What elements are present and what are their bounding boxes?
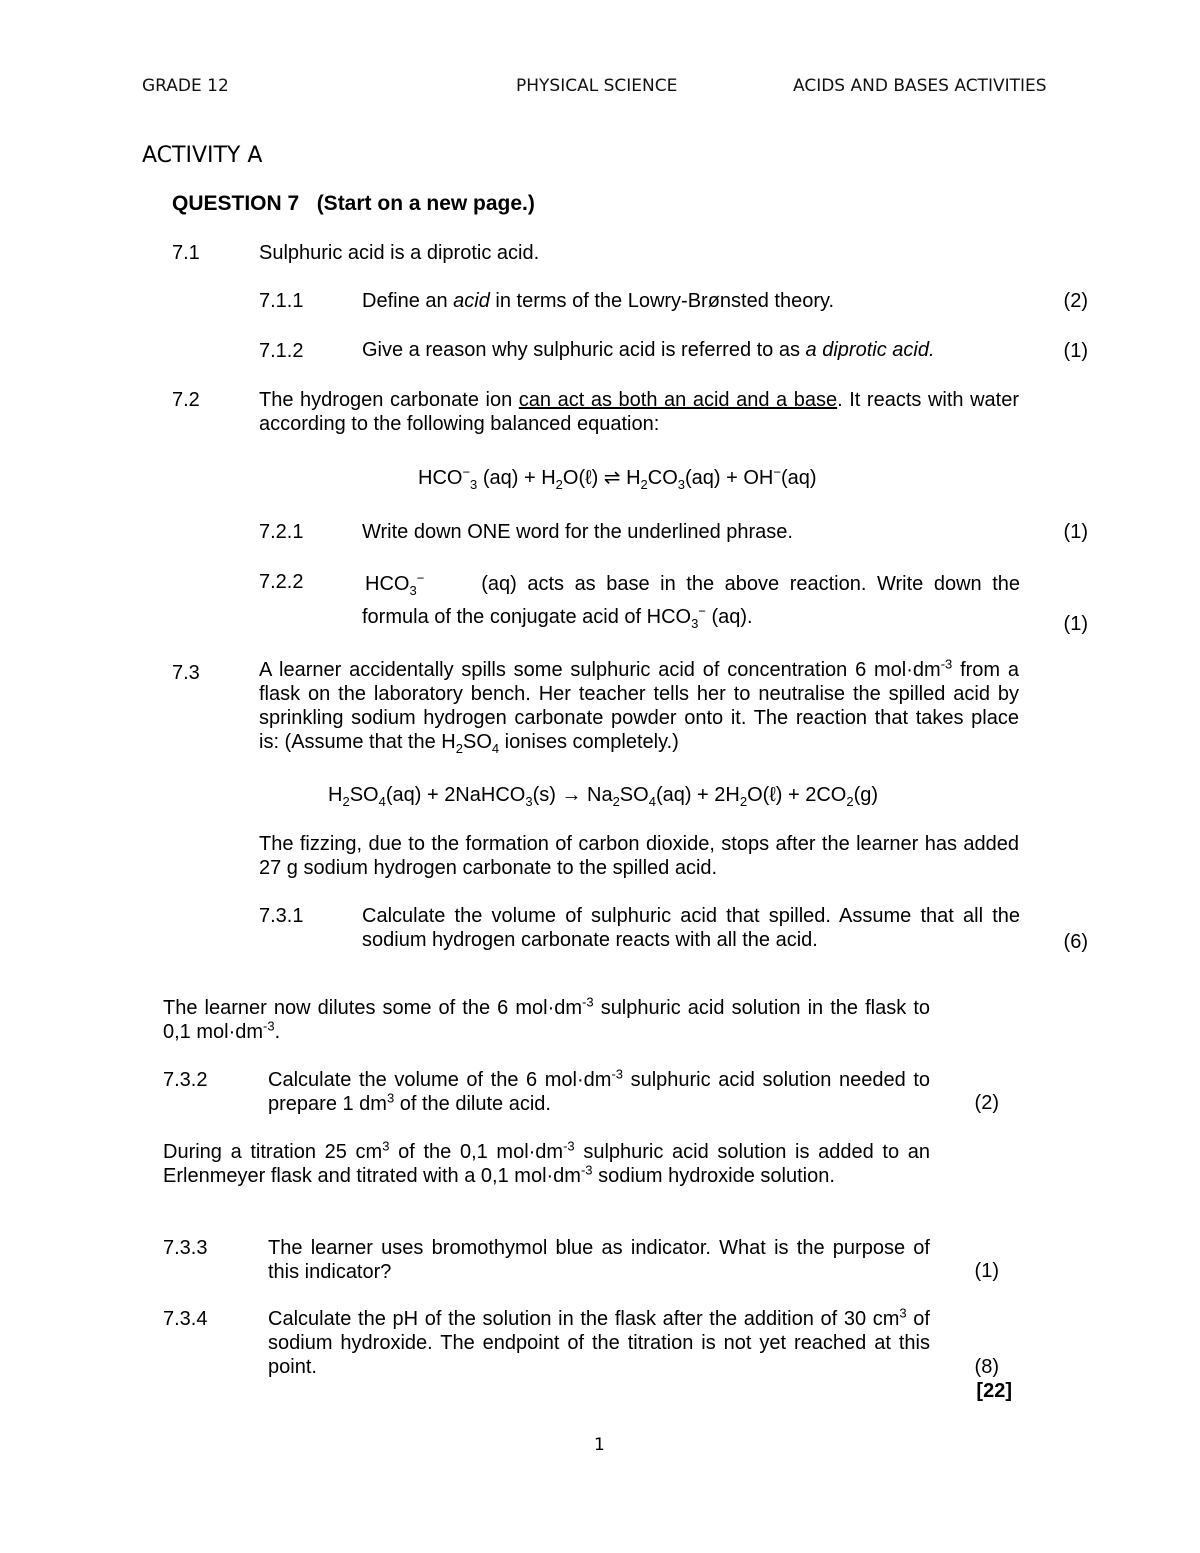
- q7-2-2-sub: 3: [409, 583, 417, 598]
- eq1-part: (aq): [780, 467, 817, 489]
- q7-3-2-sup: -3: [611, 1066, 623, 1082]
- eq1-part: HCO: [418, 467, 463, 489]
- eq2-part: (s) → Na: [532, 784, 613, 806]
- q7-1-1-text: [362, 289, 834, 313]
- q7-3-text3: SO: [462, 731, 492, 753]
- q7-1-1-marks: (2): [1063, 290, 1088, 312]
- q7-3-4-b: of sodium hydroxide. The endpoint of the titration is not yet reached at this point.: [268, 1308, 930, 1378]
- eq2-sub: 2: [846, 794, 854, 809]
- eq1-sub: 2: [555, 477, 563, 492]
- eq2-part: H: [328, 784, 343, 806]
- q7-3-4-number: 7.3.4: [163, 1308, 208, 1330]
- q7-2-2-charge: −: [416, 570, 425, 586]
- equation-1: [418, 465, 817, 490]
- q7-1-2-text: [362, 338, 935, 362]
- q7-2-1-text: Write down ONE word for the underlined phrase.: [362, 521, 793, 543]
- q7-3-4-marks: (8): [974, 1356, 999, 1378]
- header-grade: GRADE 12: [142, 76, 229, 96]
- q7-3-1-text: Calculate the volume of sulphuric acid that spilled. Assume that all the sodium hydrogen carbonate reacts with all the acid.: [362, 905, 1020, 951]
- q7-3-4-a: Calculate the pH of the solution in the flask after the addition of 30 cm: [268, 1308, 900, 1330]
- q7-2-2-b: (aq) acts as base in the above reaction. Write down the: [481, 573, 1020, 595]
- q7-3-2-a: Calculate the volume of the 6 mol·dm: [268, 1069, 612, 1091]
- q7-3-1-number: 7.3.1: [259, 905, 304, 927]
- titration-paragraph: [163, 1140, 930, 1188]
- q7-3-2-sup: 3: [386, 1090, 395, 1106]
- q7-1-1-number: 7.1.1: [259, 290, 304, 312]
- q7-2-underlined-phrase: can act as both an acid and a base: [518, 389, 838, 411]
- eq2-sub: 3: [525, 794, 533, 809]
- q7-2-2-a: $HCO_3^-$: [365, 570, 425, 598]
- titration-c: sulphuric acid solution is added to an Erlenmeyer flask and titrated with a 0,1 mol·dm: [163, 1141, 930, 1187]
- q7-1-1-em: acid: [453, 290, 490, 312]
- q7-3-text4: ionises completely.): [499, 731, 679, 753]
- eq1-charge: −: [773, 464, 781, 480]
- q7-2-2-sub: 3: [691, 616, 699, 631]
- header-topic: ACIDS AND BASES ACTIVITIES: [793, 76, 1047, 96]
- q7-3-sup: -3: [940, 656, 953, 672]
- eq2-part: (aq) + 2NaHCO: [385, 784, 526, 806]
- q7-3-3-text: The learner uses bromothymol blue as indicator. What is the purpose of this indicator?: [268, 1237, 930, 1283]
- question-total: [22]: [976, 1380, 1012, 1402]
- q7-2-2-line1: [365, 572, 1020, 596]
- page-number: 1: [594, 1435, 605, 1455]
- q7-3-text1: A learner accidentally spills some sulphuric acid of concentration 6 mol·dm: [259, 659, 941, 681]
- q7-3-3-marks: (1): [974, 1260, 999, 1282]
- q7-1-1-post: in terms of the Lowry-Brønsted theory.: [489, 290, 835, 312]
- dilute-sup: -3: [263, 1018, 275, 1034]
- eq1-part: (aq) + OH: [685, 467, 774, 489]
- q7-3-4-sup: 3: [899, 1305, 907, 1321]
- q7-3-2-number: 7.3.2: [163, 1069, 208, 1091]
- q7-2-2-d: (aq).: [711, 606, 753, 628]
- eq2-sub: 2: [612, 794, 620, 809]
- eq2-sub: 2: [739, 794, 748, 809]
- titration-d: sodium hydroxide solution.: [592, 1165, 835, 1187]
- q7-2-2-marks: (1): [1063, 613, 1088, 635]
- eq2-sub: 2: [342, 794, 350, 809]
- q7-2-2-number: 7.2.2: [259, 571, 304, 593]
- eq1-part: O(ℓ) ⇌ H: [562, 467, 641, 489]
- q7-3-sub: 2: [455, 741, 463, 756]
- eq2-part: SO: [349, 784, 379, 806]
- eq2-part: O(ℓ) + 2CO: [747, 784, 847, 806]
- q7-1-number: 7.1: [172, 242, 200, 264]
- q7-3-4-text: [268, 1307, 930, 1379]
- q7-2-pre: The hydrogen carbonate ion: [259, 389, 519, 411]
- q7-2-1-marks: (1): [1063, 521, 1088, 543]
- q7-1-text: Sulphuric acid is a diprotic acid.: [259, 242, 540, 264]
- q7-1-2-pre: Give a reason why sulphuric acid is referred to as: [362, 339, 806, 361]
- eq2-sub: 4: [648, 794, 656, 809]
- titration-sup: -3: [580, 1162, 593, 1178]
- q7-3-2-marks: (2): [974, 1092, 999, 1114]
- eq1-sub: 2: [640, 477, 648, 492]
- activity-title: ACTIVITY A: [142, 143, 263, 168]
- eq2-part: (aq) + 2H: [655, 784, 740, 806]
- q7-1-2-marks: (1): [1063, 340, 1088, 362]
- q7-2-2-line2: [362, 605, 753, 629]
- q7-3-text2: from a flask on the laboratory bench. Her teacher tells her to neutralise the spilled acid by sprinkling sodium hydrogen carbonate powder onto it. The reaction that takes place is: (Assume that the H: [259, 659, 1019, 753]
- eq1-sub: 3: [677, 477, 686, 492]
- q7-2-1-number: 7.2.1: [259, 521, 304, 543]
- eq2-part: (g): [853, 784, 879, 806]
- eq1-charge: −: [462, 464, 471, 480]
- titration-sup: -3: [563, 1138, 575, 1154]
- titration-b: of the 0,1 mol·dm: [389, 1141, 564, 1163]
- dilute-sup: -3: [582, 994, 594, 1010]
- question-title: QUESTION 7 (Start on a new page.): [172, 192, 535, 215]
- q7-3-text: [259, 658, 1019, 754]
- q7-3-number: 7.3: [172, 662, 200, 684]
- q7-1-2-number: 7.1.2: [259, 340, 304, 362]
- q7-2-number: 7.2: [172, 389, 200, 411]
- header-subject: PHYSICAL SCIENCE: [516, 76, 678, 96]
- q7-2-2-c: formula of the conjugate acid of HCO: [362, 606, 692, 628]
- q7-2-2-charge: −: [698, 603, 706, 619]
- eq1-part: (aq) + H: [482, 467, 556, 489]
- q7-3-2-c: of the dilute acid.: [394, 1093, 551, 1115]
- titration-a: During a titration 25 cm: [163, 1141, 383, 1163]
- dilution-paragraph: [163, 996, 930, 1044]
- q7-2-text: [259, 388, 1019, 436]
- eq2-sub: 4: [378, 794, 386, 809]
- q7-1-1-pre: Define an: [362, 290, 454, 312]
- eq1-sub: 3: [470, 477, 478, 492]
- eq2-part: SO: [619, 784, 649, 806]
- q7-3-2-b: sulphuric acid solution needed to prepare 1 dm: [268, 1069, 930, 1115]
- q7-1-2-em: a diprotic acid.: [805, 339, 935, 361]
- dilute-b: sulphuric acid solution in the flask to 0,1 mol·dm: [163, 997, 931, 1043]
- fizzing-paragraph: The fizzing, due to the formation of carbon dioxide, stops after the learner has added 27 g sodium hydrogen carbonate to the spilled acid.: [259, 833, 1019, 879]
- equation-2: [328, 784, 878, 807]
- q7-3-3-number: 7.3.3: [163, 1237, 208, 1259]
- q7-3-1-marks: (6): [1063, 931, 1088, 953]
- titration-sup: 3: [382, 1138, 390, 1154]
- q7-3-2-text: [268, 1068, 930, 1116]
- q7-2-post: . It reacts with water according to the following balanced equation:: [259, 389, 1019, 435]
- eq1-part: CO: [647, 467, 678, 489]
- dilute-c: .: [274, 1021, 281, 1043]
- dilute-a: The learner now dilutes some of the 6 mol·dm: [163, 997, 583, 1019]
- q7-3-sub: 4: [491, 741, 500, 756]
